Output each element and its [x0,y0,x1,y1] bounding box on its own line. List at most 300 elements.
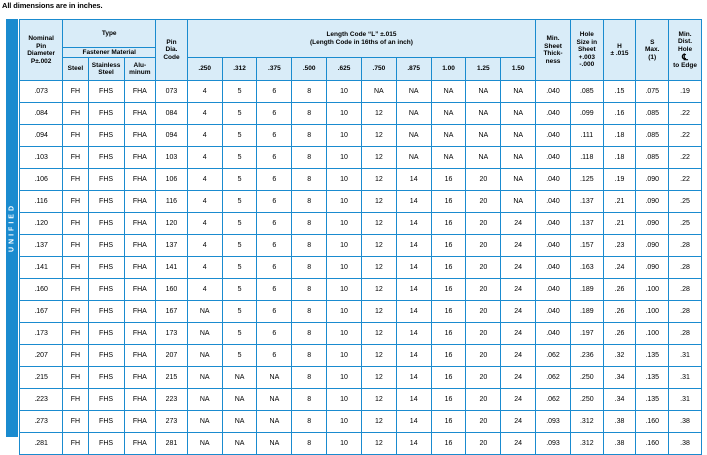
cell-length-code: 12 [361,389,396,411]
cell-dist: .31 [669,389,702,411]
cell-length-code: 10 [327,323,362,345]
cell-length-code: NA [187,301,222,323]
table-row [20,433,702,455]
cell-steel: FH [63,367,88,389]
header-min-sheet-thickness: Min. Sheet Thick- ness [536,20,571,81]
cell-length-code: NA [187,345,222,367]
table-body [20,81,702,455]
cell-length-code: 5 [222,235,257,257]
cell-length-code: 8 [292,169,327,191]
cell-length-code: 20 [466,235,501,257]
cell-length-code: 10 [327,103,362,125]
cell-length-code: 8 [292,323,327,345]
cell-length-code: 16 [431,191,466,213]
header-stainless-steel: Stainless Steel [88,58,124,81]
cell-ss: FHS [88,81,124,103]
cell-length-code: 8 [292,125,327,147]
cell-length-code: 6 [257,81,292,103]
cell-dist: .28 [669,301,702,323]
cell-length-code: NA [187,389,222,411]
cell-dist: .28 [669,235,702,257]
cell-s: .090 [636,213,669,235]
cell-length-code: 14 [396,169,431,191]
cell-length-code: 20 [466,433,501,455]
cell-hole: .137 [570,191,603,213]
cell-ss: FHS [88,257,124,279]
cell-length-code: 8 [292,191,327,213]
cell-al: FHA [124,345,156,367]
cell-length-code: 24 [501,433,536,455]
cell-ss: FHS [88,279,124,301]
cell-length-code: NA [396,125,431,147]
cell-ss: FHS [88,367,124,389]
cell-length-code: 8 [292,433,327,455]
cell-s: .100 [636,301,669,323]
cell-al: FHA [124,367,156,389]
cell-steel: FH [63,213,88,235]
cell-length-code: 14 [396,279,431,301]
cell-al: FHA [124,147,156,169]
cell-steel: FH [63,235,88,257]
cell-length-code: 14 [396,235,431,257]
cell-length-code: 20 [466,213,501,235]
cell-length-code: 14 [396,389,431,411]
cell-dist: .22 [669,103,702,125]
cell-dia: .084 [20,103,63,125]
cell-code: 073 [156,81,188,103]
cell-length-code: 14 [396,257,431,279]
cell-h: .34 [603,389,636,411]
cell-dia: .141 [20,257,63,279]
cell-steel: FH [63,103,88,125]
cell-dia: .167 [20,301,63,323]
cell-length-code: 20 [466,301,501,323]
cell-dia: .120 [20,213,63,235]
cell-al: FHA [124,411,156,433]
header-length-150: 1.50 [501,58,536,81]
cell-h: .15 [603,81,636,103]
cell-al: FHA [124,323,156,345]
cell-length-code: 10 [327,81,362,103]
cell-length-code: NA [257,433,292,455]
cell-ss: FHS [88,125,124,147]
cell-al: FHA [124,257,156,279]
cell-hole: .250 [570,389,603,411]
cell-length-code: 12 [361,279,396,301]
cell-length-code: 16 [431,235,466,257]
cell-length-code: 5 [222,345,257,367]
cell-dia: .215 [20,367,63,389]
cell-length-code: NA [431,125,466,147]
cell-h: .16 [603,103,636,125]
cell-length-code: 12 [361,125,396,147]
cell-hole: .125 [570,169,603,191]
cell-length-code: 16 [431,279,466,301]
cell-length-code: 4 [187,169,222,191]
cell-sheet: .040 [536,323,571,345]
header-length-100: 1.00 [431,58,466,81]
cell-length-code: 16 [431,411,466,433]
cell-code: 215 [156,367,188,389]
cell-steel: FH [63,389,88,411]
cell-dist: .31 [669,345,702,367]
cell-length-code: NA [431,103,466,125]
cell-al: FHA [124,235,156,257]
cell-sheet: .040 [536,235,571,257]
cell-steel: FH [63,147,88,169]
cell-length-code: 20 [466,367,501,389]
cell-length-code: 5 [222,169,257,191]
cell-code: 167 [156,301,188,323]
cell-length-code: 5 [222,81,257,103]
cell-s: .090 [636,169,669,191]
cell-dist: .22 [669,169,702,191]
header-length-625: .625 [327,58,362,81]
cell-length-code: 10 [327,301,362,323]
cell-length-code: NA [501,103,536,125]
cell-length-code: 5 [222,147,257,169]
cell-length-code: 12 [361,345,396,367]
table-row [20,411,702,433]
cell-length-code: 4 [187,235,222,257]
cell-al: FHA [124,433,156,455]
cell-sheet: .093 [536,433,571,455]
cell-length-code: 24 [501,411,536,433]
cell-steel: FH [63,411,88,433]
cell-length-code: 24 [501,323,536,345]
cell-h: .18 [603,147,636,169]
cell-length-code: 6 [257,125,292,147]
cell-length-code: 10 [327,147,362,169]
cell-length-code: 5 [222,125,257,147]
cell-sheet: .040 [536,81,571,103]
cell-length-code: NA [501,169,536,191]
cell-length-code: 8 [292,257,327,279]
cell-al: FHA [124,279,156,301]
cell-length-code: NA [222,367,257,389]
cell-dist: .31 [669,367,702,389]
cell-length-code: 12 [361,147,396,169]
cell-s: .135 [636,345,669,367]
cell-ss: FHS [88,235,124,257]
cell-s: .100 [636,279,669,301]
cell-ss: FHS [88,323,124,345]
cell-hole: .099 [570,103,603,125]
cell-code: 281 [156,433,188,455]
cell-ss: FHS [88,301,124,323]
cell-sheet: .040 [536,125,571,147]
cell-length-code: 20 [466,389,501,411]
cell-length-code: 12 [361,323,396,345]
cell-length-code: 20 [466,279,501,301]
cell-code: 160 [156,279,188,301]
cell-length-code: 8 [292,213,327,235]
cell-sheet: .040 [536,279,571,301]
cell-length-code: 4 [187,103,222,125]
cell-sheet: .093 [536,411,571,433]
cell-length-code: 16 [431,345,466,367]
cell-h: .26 [603,279,636,301]
cell-length-code: 24 [501,389,536,411]
cell-sheet: .040 [536,213,571,235]
cell-hole: .312 [570,433,603,455]
cell-length-code: 6 [257,169,292,191]
cell-length-code: 8 [292,411,327,433]
cell-length-code: 8 [292,389,327,411]
cell-h: .26 [603,323,636,345]
cell-al: FHA [124,81,156,103]
cell-dia: .223 [20,389,63,411]
header-length-code: Length Code “L” ±.015 (Length Code in 16ths of an inch) [187,20,535,58]
cell-length-code: 4 [187,191,222,213]
cell-s: .160 [636,433,669,455]
cell-ss: FHS [88,433,124,455]
cell-length-code: 10 [327,257,362,279]
cell-steel: FH [63,169,88,191]
header-steel: Steel [63,58,88,81]
cell-code: 207 [156,345,188,367]
cell-al: FHA [124,301,156,323]
cell-length-code: 8 [292,279,327,301]
cell-length-code: 12 [361,213,396,235]
cell-length-code: NA [466,103,501,125]
cell-code: 273 [156,411,188,433]
cell-al: FHA [124,125,156,147]
cell-length-code: 24 [501,301,536,323]
cell-steel: FH [63,345,88,367]
cell-ss: FHS [88,411,124,433]
cell-length-code: 24 [501,235,536,257]
cell-length-code: 12 [361,103,396,125]
cell-length-code: 5 [222,103,257,125]
table-row [20,279,702,301]
cell-code: 141 [156,257,188,279]
cell-length-code: NA [222,389,257,411]
cell-sheet: .040 [536,103,571,125]
cell-length-code: 8 [292,103,327,125]
cell-length-code: 14 [396,367,431,389]
table-row [20,125,702,147]
cell-al: FHA [124,169,156,191]
cell-length-code: 5 [222,301,257,323]
table-row [20,301,702,323]
cell-length-code: 12 [361,433,396,455]
cell-sheet: .040 [536,191,571,213]
cell-length-code: 5 [222,191,257,213]
header-length-750: .750 [361,58,396,81]
cell-code: 173 [156,323,188,345]
cell-length-code: 10 [327,169,362,191]
cell-length-code: 6 [257,279,292,301]
cell-length-code: NA [222,433,257,455]
cell-length-code: 16 [431,301,466,323]
cell-length-code: NA [257,411,292,433]
table-row [20,191,702,213]
cell-sheet: .040 [536,169,571,191]
cell-length-code: 5 [222,323,257,345]
cell-dia: .103 [20,147,63,169]
cell-length-code: 14 [396,213,431,235]
cell-s: .100 [636,323,669,345]
cell-length-code: 8 [292,345,327,367]
units-note: All dimensions are in inches. [2,1,103,10]
cell-length-code: 6 [257,323,292,345]
header-length-312: .312 [222,58,257,81]
cell-length-code: NA [431,147,466,169]
cell-length-code: 5 [222,213,257,235]
table-row [20,147,702,169]
cell-dist: .19 [669,81,702,103]
cell-steel: FH [63,191,88,213]
cell-s: .090 [636,191,669,213]
cell-code: 106 [156,169,188,191]
cell-length-code: 6 [257,191,292,213]
cell-length-code: NA [501,191,536,213]
cell-length-code: NA [501,81,536,103]
cell-dist: .25 [669,213,702,235]
cell-ss: FHS [88,191,124,213]
cell-length-code: NA [187,367,222,389]
cell-length-code: 8 [292,235,327,257]
cell-length-code: 20 [466,411,501,433]
cell-length-code: 16 [431,323,466,345]
cell-length-code: 24 [501,345,536,367]
cell-length-code: 6 [257,345,292,367]
cell-hole: .189 [570,279,603,301]
cell-length-code: 16 [431,389,466,411]
cell-length-code: 6 [257,235,292,257]
cell-s: .090 [636,235,669,257]
cell-dia: .094 [20,125,63,147]
header-hole-size: Hole Size in Sheet +.003 -.000 [570,20,603,81]
cell-length-code: 12 [361,411,396,433]
cell-dia: .106 [20,169,63,191]
header-length-500: .500 [292,58,327,81]
centerline-symbol: ℄ [682,52,688,62]
cell-length-code: 14 [396,191,431,213]
cell-length-code: 6 [257,301,292,323]
cell-dist: .22 [669,125,702,147]
cell-ss: FHS [88,147,124,169]
header-pin-dia-code: Pin Dia. Code [156,20,188,81]
cell-length-code: NA [257,367,292,389]
table-row [20,389,702,411]
cell-length-code: 24 [501,257,536,279]
cell-length-code: 24 [501,279,536,301]
cell-dia: .073 [20,81,63,103]
header-s-max: S Max. (1) [636,20,669,81]
cell-ss: FHS [88,213,124,235]
cell-length-code: NA [187,323,222,345]
cell-length-code: NA [257,389,292,411]
cell-length-code: NA [396,103,431,125]
cell-h: .38 [603,433,636,455]
cell-dist: .25 [669,191,702,213]
cell-steel: FH [63,81,88,103]
cell-code: 094 [156,125,188,147]
header-h: H ± .015 [603,20,636,81]
cell-dist: .28 [669,323,702,345]
cell-sheet: .062 [536,389,571,411]
cell-length-code: NA [431,81,466,103]
cell-steel: FH [63,323,88,345]
cell-length-code: 20 [466,323,501,345]
cell-dia: .160 [20,279,63,301]
series-sidebar-label: UNIFIED [8,203,16,253]
cell-length-code: 24 [501,213,536,235]
header-length-125: 1.25 [466,58,501,81]
cell-hole: .137 [570,213,603,235]
cell-length-code: 4 [187,213,222,235]
cell-length-code: 16 [431,169,466,191]
cell-length-code: NA [501,125,536,147]
cell-dia: .116 [20,191,63,213]
cell-dist: .22 [669,147,702,169]
cell-s: .160 [636,411,669,433]
cell-length-code: 10 [327,235,362,257]
cell-code: 116 [156,191,188,213]
table-row [20,367,702,389]
cell-ss: FHS [88,345,124,367]
cell-length-code: NA [466,147,501,169]
cell-length-code: 4 [187,257,222,279]
cell-length-code: 10 [327,213,362,235]
table-row [20,345,702,367]
table-row [20,323,702,345]
cell-h: .26 [603,301,636,323]
cell-s: .135 [636,389,669,411]
cell-length-code: 10 [327,279,362,301]
cell-h: .19 [603,169,636,191]
cell-length-code: 10 [327,191,362,213]
cell-dia: .273 [20,411,63,433]
cell-hole: .250 [570,367,603,389]
cell-length-code: 8 [292,301,327,323]
cell-h: .21 [603,191,636,213]
cell-dia: .173 [20,323,63,345]
cell-hole: .111 [570,125,603,147]
cell-length-code: 10 [327,389,362,411]
cell-length-code: 20 [466,169,501,191]
cell-s: .085 [636,103,669,125]
cell-dia: .137 [20,235,63,257]
cell-length-code: 6 [257,103,292,125]
cell-length-code: 12 [361,301,396,323]
header-aluminum: Alu- minum [124,58,156,81]
cell-length-code: 16 [431,433,466,455]
cell-hole: .085 [570,81,603,103]
cell-length-code: 20 [466,257,501,279]
cell-length-code: NA [187,433,222,455]
cell-length-code: 14 [396,345,431,367]
cell-sheet: .040 [536,257,571,279]
cell-length-code: 10 [327,367,362,389]
cell-steel: FH [63,125,88,147]
cell-length-code: 8 [292,81,327,103]
cell-code: 103 [156,147,188,169]
cell-sheet: .062 [536,367,571,389]
cell-length-code: 5 [222,257,257,279]
header-length-375: .375 [257,58,292,81]
cell-al: FHA [124,191,156,213]
cell-dia: .281 [20,433,63,455]
table-row [20,81,702,103]
header-nominal-pin-diameter: Nominal Pin Diameter P±.002 [20,20,63,81]
table-row [20,257,702,279]
cell-length-code: 16 [431,213,466,235]
cell-dist: .28 [669,257,702,279]
cell-h: .32 [603,345,636,367]
